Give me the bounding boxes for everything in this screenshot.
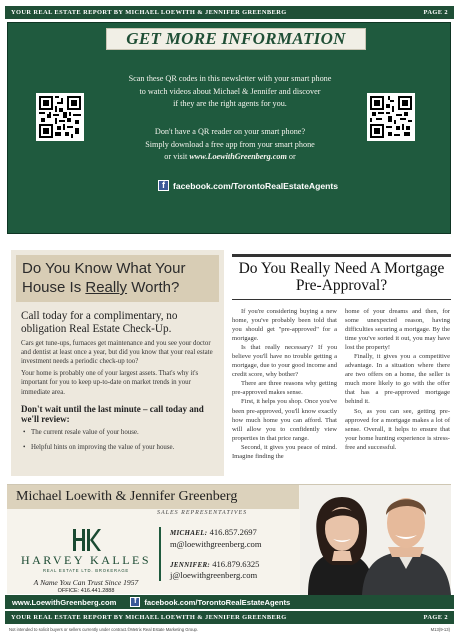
article-column-1	[232, 307, 337, 461]
mortgage-article-title: Do You Really Need A Mortgage Pre-Approval?	[238, 260, 445, 294]
get-more-info-title: GET MORE INFORMATION	[106, 28, 366, 50]
list-item: • Helpful hints on improving the value of your house.	[21, 443, 214, 452]
agent-contacts	[159, 527, 299, 581]
paragraph: Second, it gives you peace of mind. Imagine finding the	[232, 443, 337, 460]
paragraph: home of your dreams and then, for some unexpected reason, having difficulties securing a mortgage. By the time you've sorted it out, you may have lost the property!	[345, 308, 450, 352]
facebook-icon: f	[130, 597, 140, 607]
jennifer-label: JENNIFER:	[170, 560, 211, 569]
qr-line-3: if they are the right agents for you.	[173, 99, 287, 109]
mortgage-article	[232, 254, 451, 461]
qr-line-4: Don't have a QR reader on your smart phone?	[154, 127, 306, 136]
qr-line-1: Scan these QR codes in this newsletter with your smart phone	[128, 74, 332, 83]
paragraph: Is that really necessary? If you believe you'll have no trouble getting a mortgage, due to your good income and credit score, why bother?	[232, 344, 337, 379]
website-link[interactable]: www.LoewithGreenberg.com	[189, 152, 287, 162]
review-list	[21, 428, 214, 452]
page-number: PAGE 2	[423, 9, 448, 16]
links-bar	[5, 595, 454, 609]
jennifer-email[interactable]: j@loewithgreenberg.com	[170, 570, 258, 581]
list-item: • The current resale value of your house.	[21, 428, 214, 437]
header-bar	[5, 6, 454, 19]
paragraph: So, as you can see, getting pre-approved for a mortgage makes a lot of sense. Overall, it helps to ensure that your home hunting experience is stress-free and successful.	[345, 407, 450, 451]
facebook-icon: f	[158, 180, 169, 191]
qr-line-6: or visit www.LoewithGreenberg.com or	[164, 152, 296, 162]
footnote	[9, 627, 450, 632]
facebook-url[interactable]: facebook.com/TorontoRealEstateAgents	[173, 180, 339, 191]
agents-block	[7, 484, 451, 594]
footer-facebook-url[interactable]: facebook.com/TorontoRealEstateAgents	[144, 597, 291, 607]
agent-names: Michael Loewith & Jennifer Greenberg	[7, 485, 299, 509]
jennifer-phone[interactable]: 416.879.6325	[212, 558, 260, 569]
michael-phone[interactable]: 416.857.2697	[209, 527, 257, 537]
footer-website-link[interactable]: www.LoewithGreenberg.com	[12, 597, 117, 607]
brokerage-tagline: A Name You Can Trust Since 1957	[33, 578, 139, 587]
house-worth-paragraph-1: Cars get tune-ups, furnaces get maintenance and you see your doctor and dentist at least once a year, but did you know that your real estate investment needs a periodic check-up too?	[21, 339, 213, 365]
article-column-2	[345, 307, 450, 461]
house-worth-subtitle: Call today for a complimentary, no obligation Real Estate Check-Up.	[21, 310, 178, 335]
brokerage-subtitle: REAL ESTATE LTD. BROKERAGE	[42, 568, 130, 573]
house-worth-title: Do You Know What Your House Is Really Worth?	[16, 255, 219, 302]
harvey-kalles-logo-icon	[71, 529, 101, 551]
disclaimer: Not intended to solicit buyers or sellers currently under contract.©Metrix Real Estate Marketing Group.	[9, 627, 199, 632]
paragraph: Finally, it gives you a competitive advantage. In a situation where there are two offers on a home, the seller is much more likely to go with the offer that has a pre-approved mortgage behind it.	[345, 353, 450, 406]
agents-photo	[300, 485, 451, 595]
michael-email[interactable]: m@loewithgreenberg.com	[170, 538, 262, 549]
house-worth-article	[11, 250, 224, 476]
house-worth-callout: Don't wait until the last minute – call today and we'll review:	[21, 403, 204, 425]
qr-line-2: to watch videos about Michael & Jennifer and discover	[139, 86, 321, 96]
footer-bar	[5, 611, 454, 624]
qr-code-right-icon[interactable]	[367, 93, 415, 141]
michael-phone-row	[170, 527, 299, 539]
brokerage-logo	[13, 529, 159, 594]
paragraph: If you're considering buying a new home, you've probably been told that you should get "pre-approved" for a mortgage.	[232, 308, 337, 343]
qr-reader-help	[96, 126, 364, 164]
office-phone: OFFICE: 416.441.2888	[57, 588, 115, 594]
facebook-link[interactable]	[158, 180, 338, 191]
qr-line-5: Simply download a free app from your smart phone	[145, 139, 315, 149]
article-columns	[232, 307, 451, 461]
jennifer-phone-row	[170, 559, 299, 571]
qr-instructions	[96, 73, 364, 111]
header-title: YOUR REAL ESTATE REPORT BY MICHAEL LOEWITH & JENNIFER GREENBERG	[11, 9, 287, 16]
footer-facebook-link[interactable]	[130, 597, 290, 607]
article-top-rule	[232, 254, 451, 257]
paragraph: First, it helps you shop. Once you've been pre-approved, you'll know exactly how much home you can afford. That will allow you to confidently view properties in that price range.	[232, 398, 337, 442]
paragraph: There are three reasons why getting pre-approved makes sense.	[232, 380, 337, 397]
footer-page-number: PAGE 2	[423, 614, 448, 621]
house-worth-paragraph-2: Your home is probably one of your largest assets. That's why it's important for you to keep up-to-date on market trends in your immediate area.	[21, 370, 199, 396]
get-more-info-panel	[7, 22, 451, 234]
footer-title: YOUR REAL ESTATE REPORT BY MICHAEL LOEWITH & JENNIFER GREENBERG	[11, 614, 287, 621]
qr-code-left-icon[interactable]	[36, 93, 84, 141]
print-code: M13(9-13)	[430, 627, 450, 632]
michael-label: MICHAEL:	[170, 529, 208, 537]
article-title-rule	[232, 299, 451, 300]
agent-role: SALES REPRESENTATIVES	[157, 510, 248, 516]
brokerage-name: HARVEY KALLES	[20, 553, 152, 567]
